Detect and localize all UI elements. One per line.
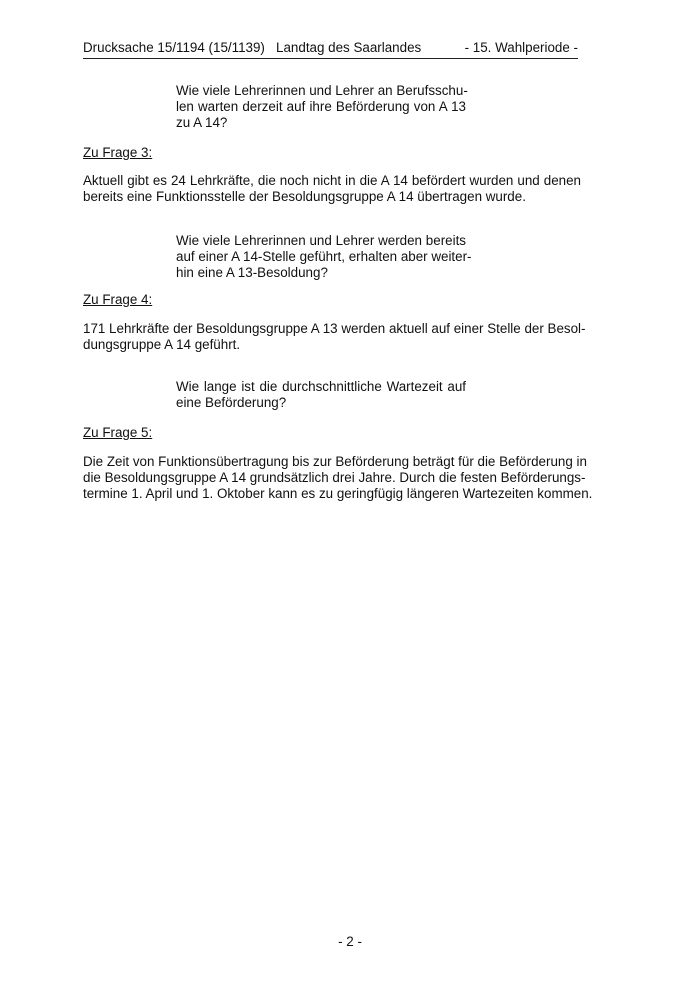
page-number: - 2 - <box>338 934 362 949</box>
header-period: - 15. Wahlperiode - <box>464 40 578 55</box>
question-line: Wie lange ist die durchschnittliche Wartezeit auf <box>176 379 466 394</box>
question-line: len warten derzeit auf ihre Beförderung von A 13 <box>176 99 466 114</box>
answer-line: 171 Lehrkräfte der Besoldungsgruppe A 13 werden aktuell auf einer Stelle der Besol- <box>83 321 586 336</box>
answer-3 <box>83 173 581 205</box>
answer-label-4: Zu Frage 4: <box>83 292 153 307</box>
answer-line: die Besoldungsgruppe A 14 grundsätzlich drei Jahre. Durch die festen Beförderungs- <box>83 470 586 485</box>
answer-line: Die Zeit von Funktionsübertragung bis zur Beförderung beträgt für die Beförderung in <box>83 454 587 469</box>
question-line: auf einer A 14-Stelle geführt, erhalten aber weiter- <box>176 249 472 264</box>
answer-line: Aktuell gibt es 24 Lehrkräfte, die noch nicht in die A 14 befördert wurden und denen <box>83 173 581 188</box>
answer-label-5: Zu Frage 5: <box>83 425 153 440</box>
page-header <box>83 40 578 59</box>
answer-4 <box>83 321 586 353</box>
header-document-reference: Drucksache 15/1194 (15/1139) Landtag des Saarlandes <box>83 40 422 55</box>
question-line: Wie viele Lehrerinnen und Lehrer werden bereits <box>176 233 466 248</box>
question-line: zu A 14? <box>176 115 228 130</box>
question-line: hin eine A 13-Besoldung? <box>176 265 328 280</box>
question-line: Wie viele Lehrerinnen und Lehrer an Berufsschu- <box>176 83 468 98</box>
question-5 <box>176 379 466 411</box>
answer-label-3: Zu Frage 3: <box>83 145 153 160</box>
answer-5 <box>83 454 593 502</box>
question-line: eine Beförderung? <box>176 395 287 410</box>
question-4 <box>176 233 472 281</box>
question-3 <box>176 83 466 131</box>
answer-line: termine 1. April und 1. Oktober kann es zu geringfügig längeren Wartezeiten kommen. <box>83 486 593 501</box>
answer-line: bereits eine Funktionsstelle der Besoldungsgruppe A 14 übertragen wurde. <box>83 189 526 204</box>
answer-line: dungsgruppe A 14 geführt. <box>83 337 241 352</box>
